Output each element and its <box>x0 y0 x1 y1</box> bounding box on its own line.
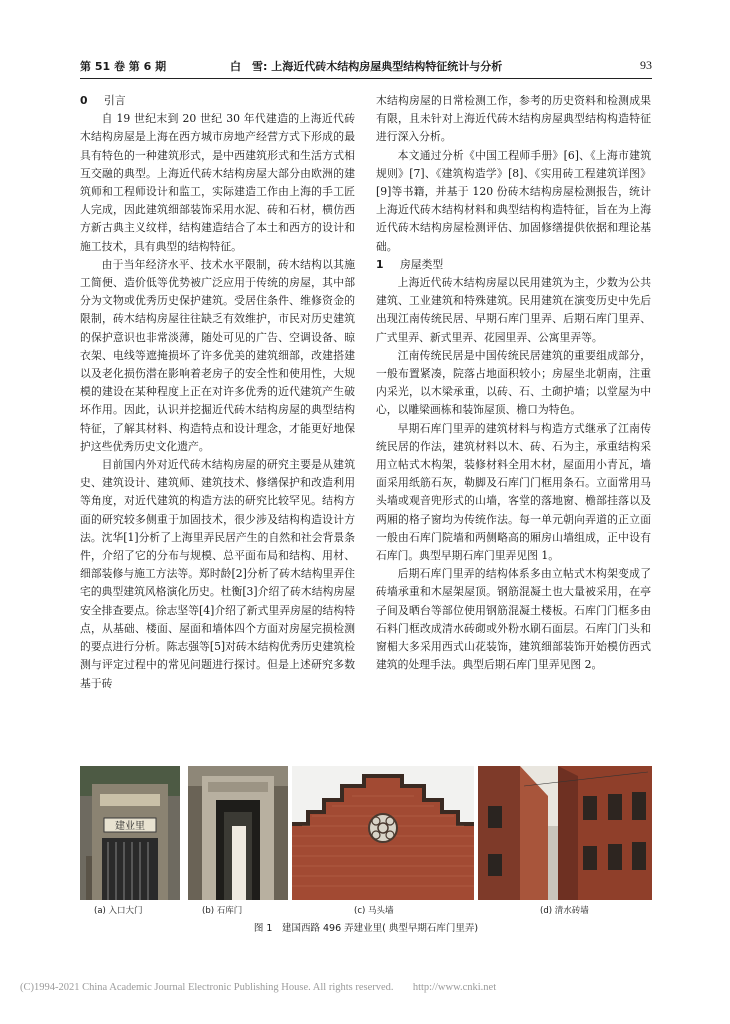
paragraph: 自 19 世纪末到 20 世纪 30 年代建造的上海近代砖木结构房屋是上海在西方城市房地产经营方式下形成的最具有特色的一种建筑形式，是中西建筑形式和生活方式相互交融的典型。上海近代砖木结构房屋大部分由欧洲的建筑师和工程师设计和监工，实际建造工作由上海的手工匠人完成，因此建筑细部装饰采用水泥、砖和石材，横仿西方新古典主义纹样，结构建造结合了本土和西方的设计和施工技术，具有典型的结构特征。 <box>80 112 355 253</box>
photo-entrance-gate <box>80 766 180 900</box>
running-title: 白 雪: 上海近代砖木结构房屋典型结构特征统计与分析 <box>230 60 503 73</box>
caption-d: (d) 清水砖墙 <box>540 906 589 916</box>
figure-caption: 图 1 建国西路 496 弄建业里( 典型早期石库门里弄) <box>253 923 479 934</box>
paragraph: 上海近代砖木结构房屋以民用建筑为主，少数为公共建筑、工业建筑和特殊建筑。民用建筑在演变历史中先后出现江南传统民居、早期石库门里弄、后期石库门里弄、广式里弄、新式里弄、花园里弄、公寓里弄等。 <box>376 276 651 344</box>
cnki-link[interactable]: http://www.cnki.net <box>412 982 497 993</box>
caption-a: (a) 入口大门 <box>94 906 143 916</box>
photo-shikumen-door <box>188 766 288 900</box>
paragraph: 本文通过分析《中国工程师手册》[6]、《上海市建筑规则》[7]、《建筑构造学》[8]、《实用砖工程建筑详图》[9]等书籍，并基于 120 份砖木结构房屋检测报告，统计上海近代砖木结构材料和典型结构构造特征，旨在为上海近代砖木结构房屋检测评估、加固修缮提供依据和理论基础。 <box>376 148 651 253</box>
photo-horse-head-wall <box>292 766 474 900</box>
caption-b: (b) 石库门 <box>202 906 243 916</box>
paragraph: 由于当年经济水平、技术水平限制，砖木结构以其施工简便、造价低等优势被广泛应用于传统的房屋，其中部分为文物或优秀历史保护建筑。受居住条件、维修资金的限制，砖木结构房屋往往缺乏有效维护，市民对历史建筑的保护意识也非常淡薄，随处可见的广告、空调设备、晾衣架、电线等遮掩损坏了许多优美的建筑细部，改建搭建以及老化损伤潜在影响着老房子的安全性和使用性，大规模的建设在某种程度上正在对许多优秀的近代建筑产生破坏作用。因此，认识并挖掘近代砖木结构房屋的典型结构特征，了解其材料、构造特点和设计理念，才能更好地保护这些优秀历史文化遗产。 <box>80 257 355 453</box>
paragraph: 后期石库门里弄的结构体系多由立帖式木构架变成了砖墙承重和木屋架屋顶。钢筋混凝土也大量被采用，在亭子间及晒台等部位使用钢筋混凝土楼板。石库门门框多由石料门框改成清水砖砌或外粉水刷石面层。石库门门头和窗楣大多采用西式山花装饰，建筑细部装饰开始模仿西式建筑的处理手法。典型后期石库门里弄见图 2。 <box>376 567 651 672</box>
copyright-text: (C)1994-2021 China Academic Journal Electronic Publishing House. All rights reserved. <box>20 982 394 993</box>
section-heading-types: 1 房屋类型 <box>376 257 444 271</box>
figure-1 <box>80 766 652 920</box>
right-column <box>376 92 651 675</box>
page-number: 93 <box>640 58 652 72</box>
section-heading-intro: 0 引言 <box>80 94 126 107</box>
journal-volume: 第 51 卷 第 6 期 <box>80 60 167 73</box>
running-header <box>80 58 652 78</box>
header-rule <box>80 78 652 79</box>
paragraph: 目前国内外对近代砖木结构房屋的研究主要是从建筑史、建筑设计、建筑师、建筑技术、修缮保护和改造利用等角度，对近代建筑的构造方法的研究比较罕见。结构方面的研究较多侧重于加固技术，很少涉及结构构造设计方法。沈华[1]分析了上海里弄民居产生的自然和社会背景条件，介绍了它的分布与规模、总平面布局和结构、用材、细部装修与施工方法等。郑时龄[2]分析了砖木结构里弄住宅的典型建筑风格演化历史。杜衡[3]介绍了砖木结构房屋安全排查要点。徐志坚等[4]介绍了新式里弄房屋的结构特点，从基础、楼面、屋面和墙体四个方面对房屋完损检测的要点进行分析。陈志强等[5]对砖木结构优秀历史建筑检测与评定过程中的常见问题进行探讨。但是上述研究多数基于砖 <box>80 458 355 690</box>
left-column <box>80 92 355 693</box>
copyright-footer <box>20 982 710 993</box>
caption-c: (c) 马头墙 <box>354 906 394 916</box>
photo-brick-wall-lane <box>478 766 652 900</box>
paragraph: 早期石库门里弄的建筑材料与构造方式继承了江南传统民居的作法，建筑材料以木、砖、石为主，承重结构采用立帖式木构架，装修材料全用木材，屋面用小青瓦，墙面采用纸筋石灰，勒脚及石库门门框用条石。立面常用马头墙或观音兜形式的山墙，客堂的落地窗、檐部挂落以及两厢的格子窗均为传统作法。每一单元朝向弄道的正立面一般由石库门院墙和两侧略高的厢房山墙组成，正中设有石库门。典型早期石库门里弄见图 1。 <box>376 421 651 563</box>
paragraph: 木结构房屋的日常检测工作，参考的历史资料和检测成果有限，且未针对上海近代砖木结构房屋典型结构构造特征进行深入分析。 <box>376 94 651 144</box>
paragraph: 江南传统民居是中国传统民居建筑的重要组成部分，一般布置紧凑，院落占地面积较小；房屋坐北朝南，注重内采光，以木梁承重，以砖、石、土砌护墙；以堂屋为中心，以雕梁画栋和装饰屋顶、檐口为特色。 <box>376 348 651 417</box>
gate-sign-text: 建业里 <box>115 821 145 832</box>
